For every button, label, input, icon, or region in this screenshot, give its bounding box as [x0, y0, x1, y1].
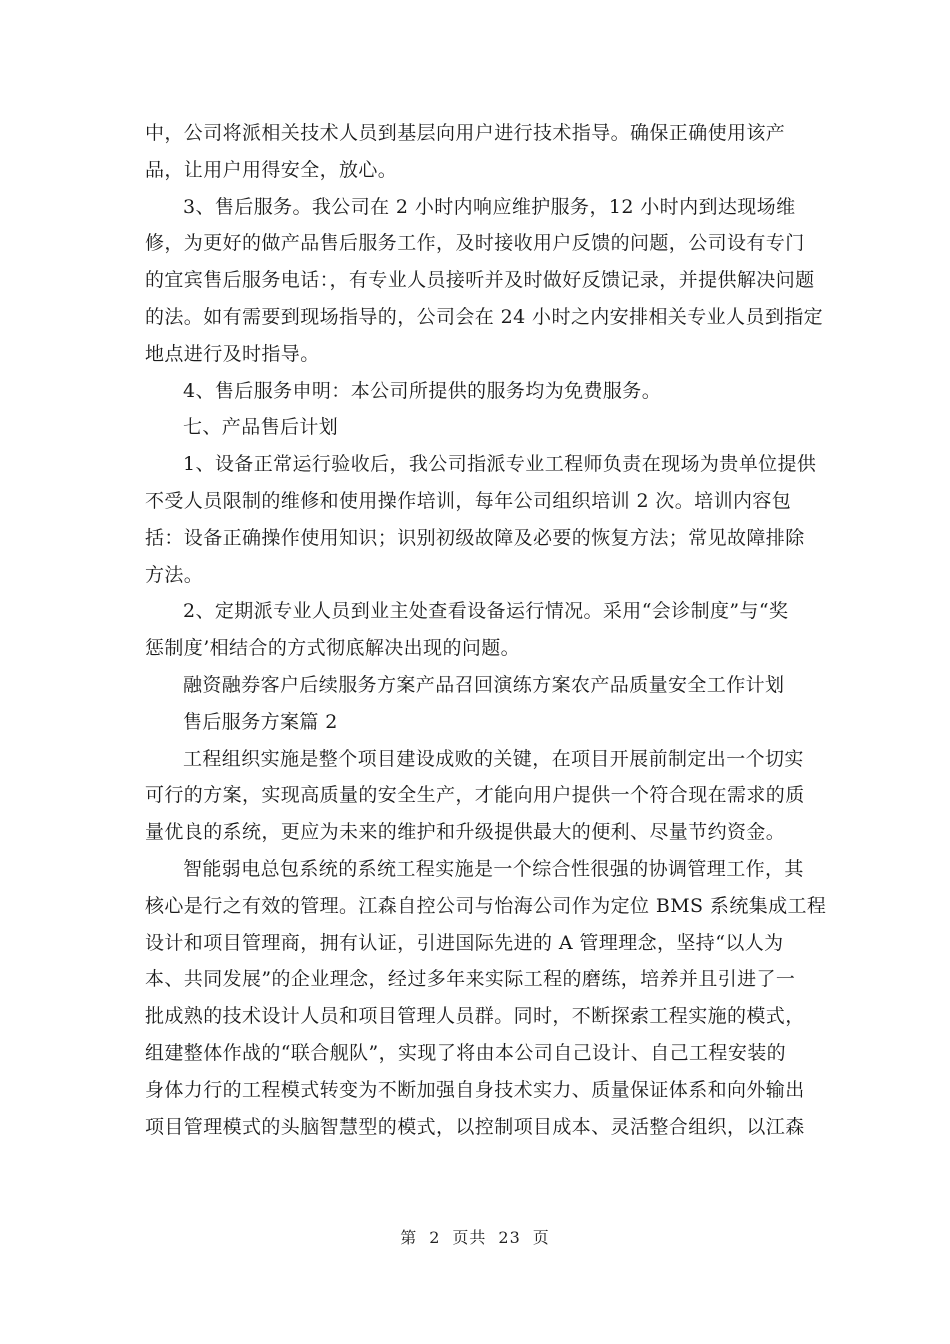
text-line: 本、共同发展”的企业理念，经过多年来实际工程的磨练，培养并且引进了一 [145, 968, 796, 991]
text-line: 设计和项目管理商，拥有认证，引进国际先进的 A 管理理念，坚持“以人为 [145, 931, 784, 954]
text-line: 工程组织实施是整个项目建设成败的关键，在项目开展前制定出一个切实 [183, 747, 804, 770]
text-line: 身体力行的工程模式转变为不断加强自身技术实力、质量保证体系和向外输出 [145, 1078, 805, 1101]
text-line: 括：设备正确操作使用知识；识别初级故障及必要的恢复方法；常见故障排除 [145, 526, 805, 549]
text-line: 的宜宾售后服务电话：，有专业人员接听并及时做好反馈记录，并提供解决问题 [145, 269, 815, 292]
footer-total-pages: 23 [498, 1228, 521, 1247]
text-line: 的法。如有需要到现场指导的，公司会在 24 小时之内安排相关专业人员到指定 [145, 305, 824, 328]
paragraph [145, 593, 805, 667]
paragraph [145, 373, 805, 410]
text-line: 地点进行及时指导。 [145, 342, 320, 365]
text-line: 方法。 [145, 563, 204, 586]
page-footer [0, 1225, 950, 1248]
text-line: 售后服务方案篇 2 [183, 710, 338, 733]
paragraph [145, 409, 805, 446]
text-line: 修，为更好的做产品售后服务工作，及时接收用户反馈的问题，公司设有专门 [145, 232, 805, 255]
document-body [145, 115, 827, 1145]
text-line: 2、定期派专业人员到业主处查看设备运行情况。采用“会诊制度”与“奖 [183, 600, 789, 623]
footer-middle: 页共 [452, 1228, 487, 1247]
text-line: 项目管理模式的头脑智慧型的模式，以控制项目成本、灵活整合组织，以江森 [145, 1115, 805, 1138]
text-line: 组建整体作战的“联合舰队”，实现了将由本公司自己设计、自己工程安装的 [145, 1041, 787, 1064]
paragraph [145, 115, 805, 189]
text-line: 4、售后服务申明：本公司所提供的服务均为免费服务。 [183, 379, 662, 402]
text-line: 量优良的系统，更应为未来的维护和升级提供最大的便利、尽量节约资金。 [145, 821, 786, 844]
text-line: 品，让用户用得安全，放心。 [145, 158, 398, 181]
text-line: 批成熟的技术设计人员和项目管理人员群。同时，不断探索工程实施的模式， [145, 1005, 805, 1028]
footer-page-number: 2 [429, 1228, 441, 1247]
text-line: 融资融券客户后续服务方案产品召回演练方案农产品质量安全工作计划 [183, 673, 785, 696]
paragraph [145, 446, 817, 593]
footer-prefix: 第 [400, 1228, 418, 1247]
paragraph [145, 189, 824, 373]
text-line: 七、产品售后计划 [183, 416, 339, 439]
footer-suffix: 页 [532, 1228, 550, 1247]
text-line: 惩制度’相结合的方式彻底解决出现的问题。 [145, 637, 521, 660]
text-line: 不受人员限制的维修和使用操作培训，每年公司组织培训 2 次。培训内容包 [145, 489, 792, 512]
text-line: 核心是行之有效的管理。江森自控公司与怡海公司作为定位 BMS 系统集成工程 [145, 894, 827, 917]
text-line: 智能弱电总包系统的系统工程实施是一个综合性很强的协调管理工作，其 [183, 857, 804, 880]
text-line: 中，公司将派相关技术人员到基层向用户进行技术指导。确保正确使用该产 [145, 122, 786, 144]
text-line: 可行的方案，实现高质量的安全生产，才能向用户提供一个符合现在需求的质 [145, 784, 805, 807]
paragraph [145, 741, 805, 851]
paragraph [145, 667, 805, 704]
text-line: 3、售后服务。我公司在 2 小时内响应维护服务，12 小时内到达现场维 [183, 195, 796, 218]
paragraph [145, 704, 805, 741]
paragraph [145, 851, 827, 1145]
text-line: 1、设备正常运行验收后，我公司指派专业工程师负责在现场为贵单位提供 [183, 453, 817, 476]
